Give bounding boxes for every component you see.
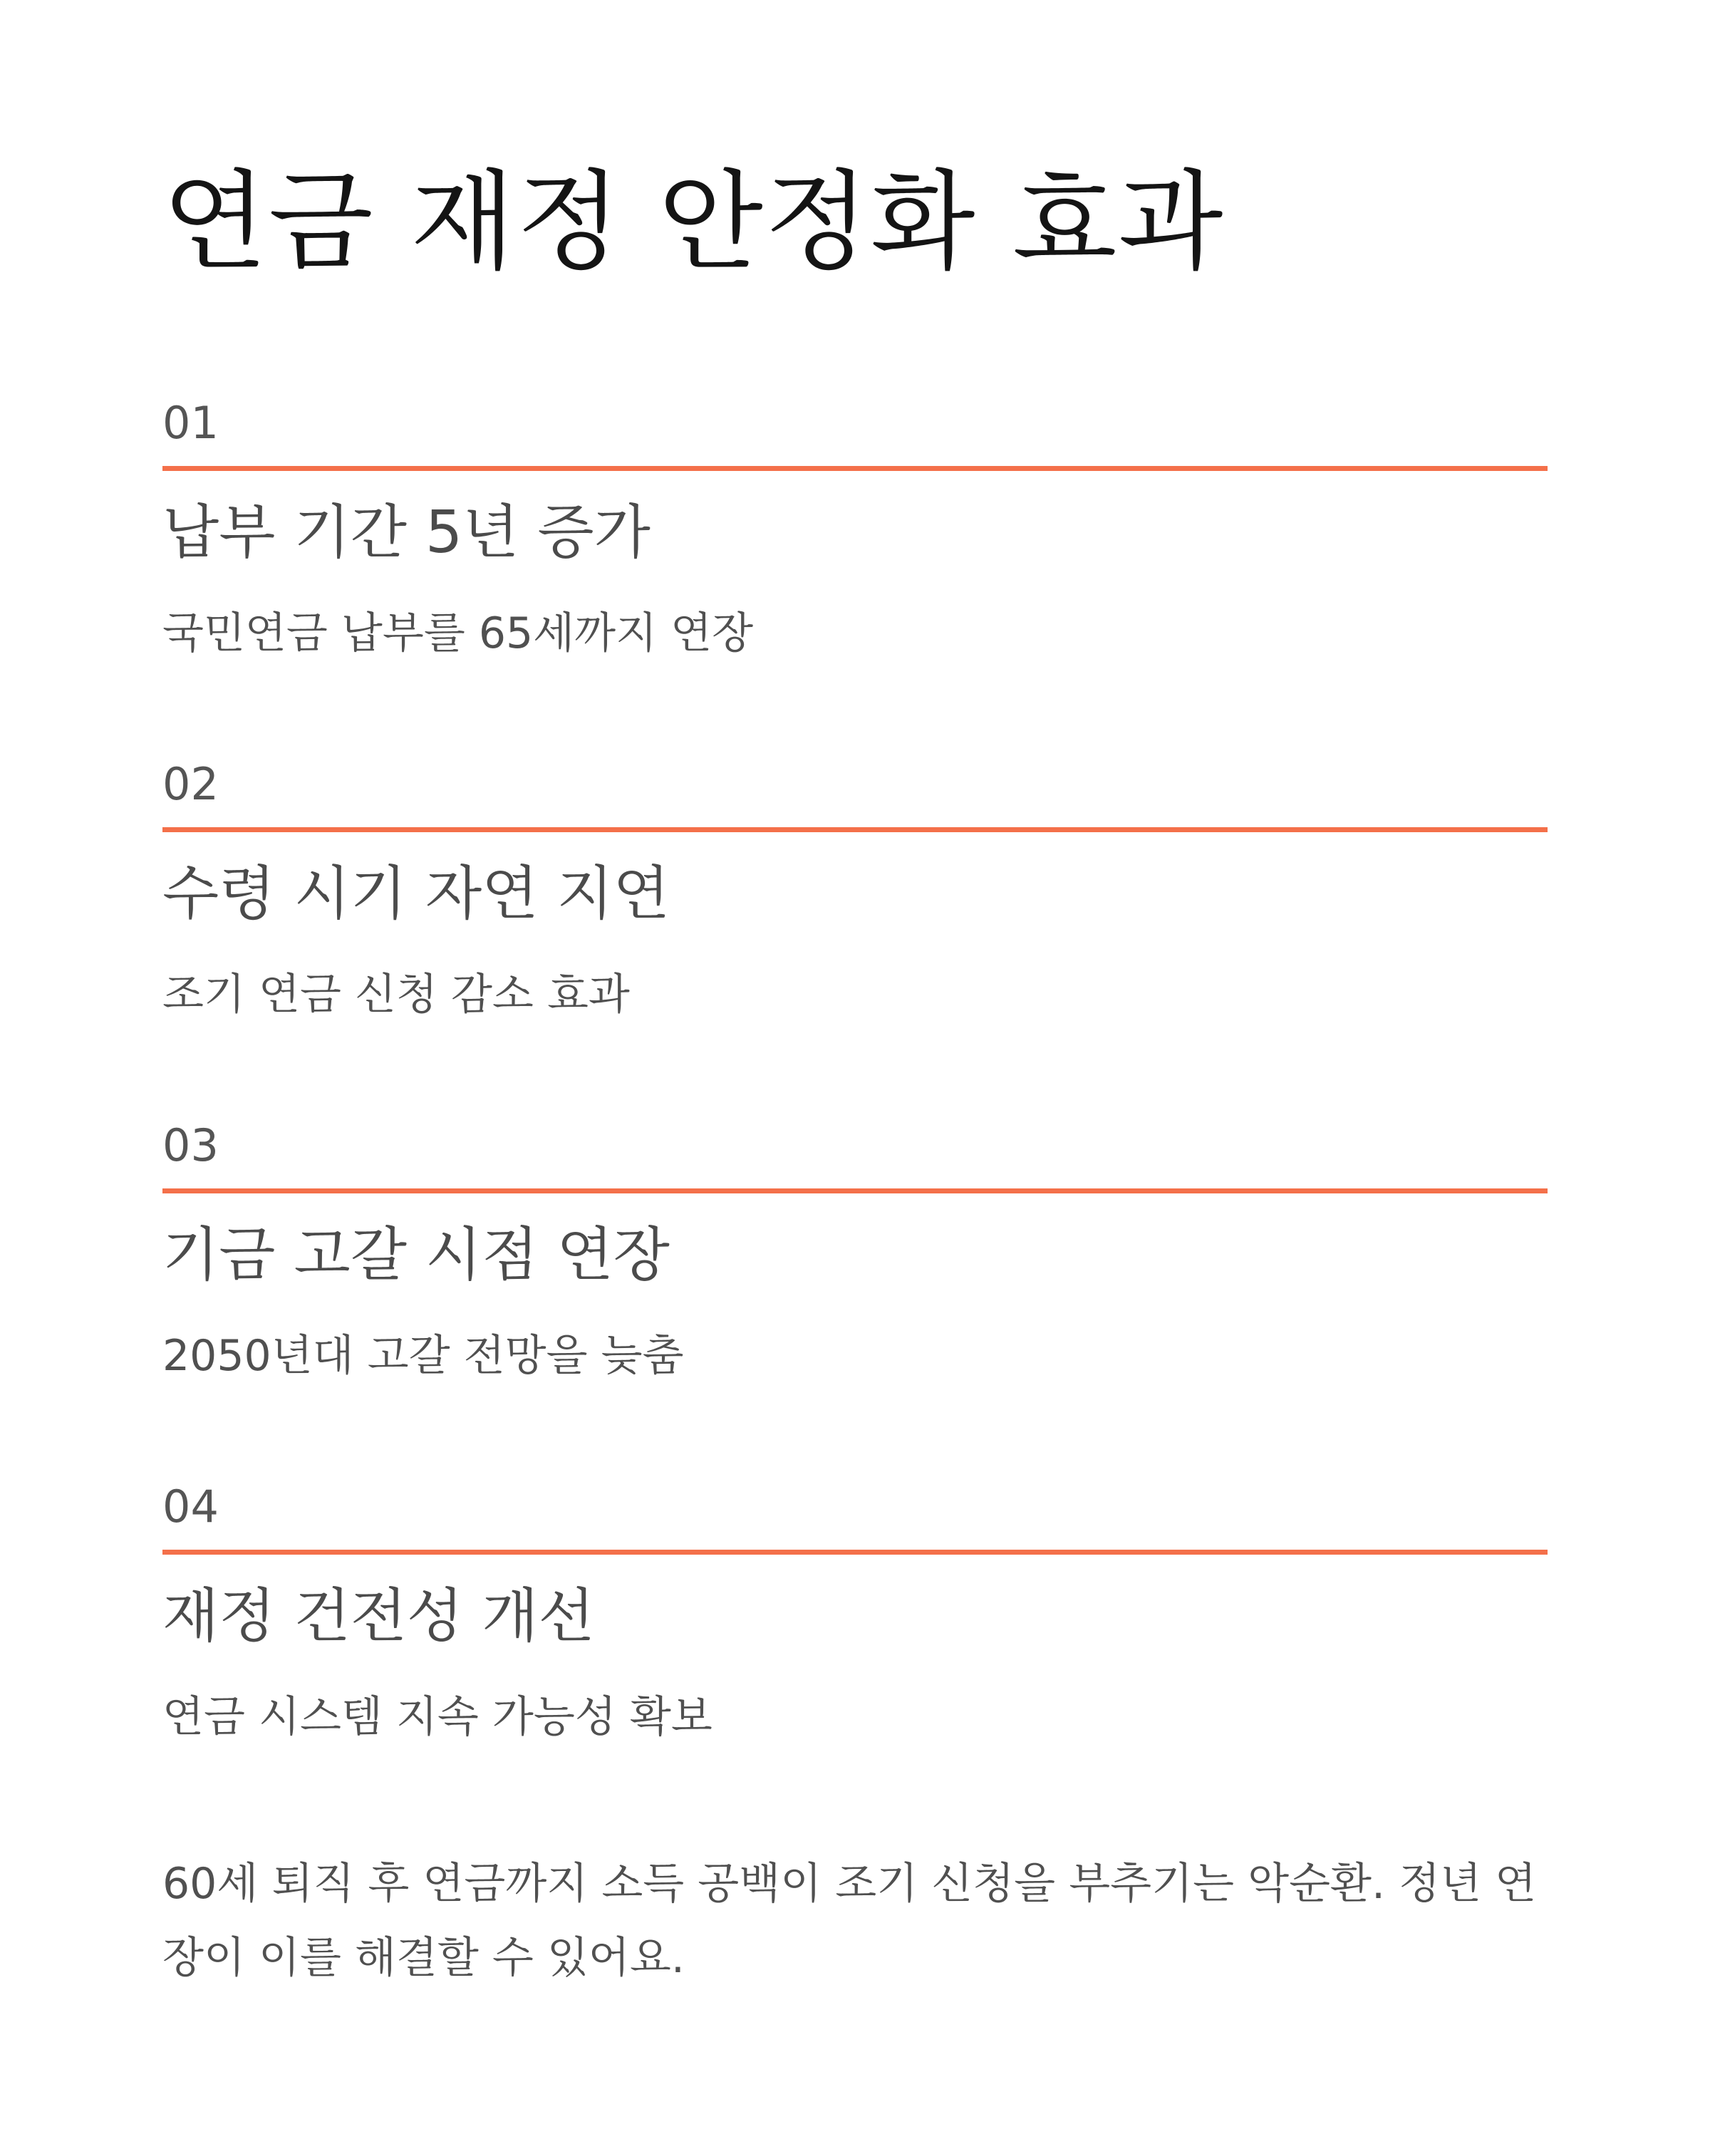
item-number: 04 xyxy=(162,1481,219,1533)
footnote-text: 60세 퇴직 후 연금까지 소득 공백이 조기 신청을 부추기는 악순환. 정년 연장이 이를 해결할 수 있어요. xyxy=(162,1859,1537,1983)
item-heading: 기금 고갈 시점 연장 xyxy=(162,1221,670,1289)
item-divider xyxy=(162,1188,1548,1193)
item-description: 2050년대 고갈 전망을 늦춤 xyxy=(162,1331,684,1381)
item-description: 국민연금 납부를 65세까지 연장 xyxy=(162,608,754,658)
item-description: 조기 연금 신청 감소 효과 xyxy=(162,970,630,1020)
list-item xyxy=(162,757,1548,1057)
list-item xyxy=(162,1480,1548,1779)
item-number: 01 xyxy=(162,397,219,449)
list-item xyxy=(162,396,1548,695)
item-divider xyxy=(162,827,1548,832)
item-heading: 수령 시기 자연 지연 xyxy=(162,860,670,928)
item-heading: 납부 기간 5년 증가 xyxy=(162,499,651,566)
item-number: 02 xyxy=(162,758,219,810)
item-heading: 재정 건전성 개선 xyxy=(162,1582,595,1650)
page-title: 연금 재정 안정화 효과 xyxy=(162,159,1225,285)
list-item xyxy=(162,1119,1548,1418)
item-description: 연금 시스템 지속 가능성 확보 xyxy=(162,1692,712,1742)
item-divider xyxy=(162,1550,1548,1555)
item-number: 03 xyxy=(162,1119,219,1171)
item-divider xyxy=(162,466,1548,471)
